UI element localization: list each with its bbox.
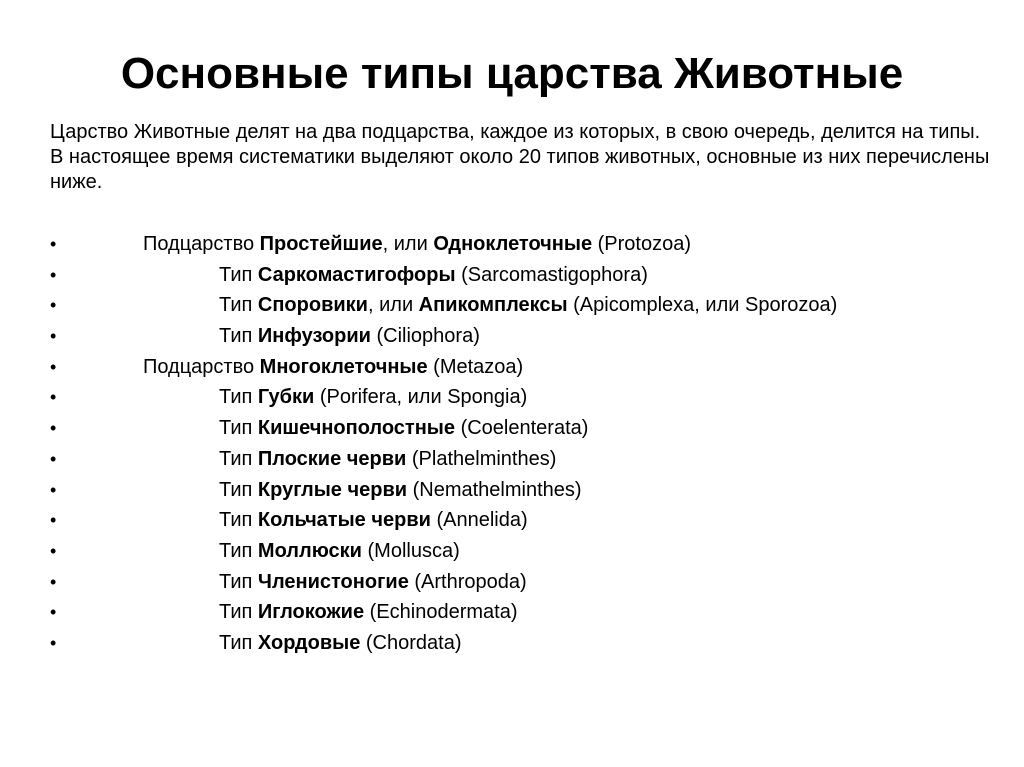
bullet-icon: • [50,540,57,561]
list-item-phylum [0,597,1024,628]
latin-name: (Echinodermata) [364,601,518,624]
list-item-phylum [0,321,1024,352]
entry-prefix: Подцарство [143,233,260,255]
taxon-name: Хордовые [257,631,361,654]
taxon-name: Губки [257,386,315,409]
latin-name: (Apicomplexa, или Sporozoa) [567,294,838,317]
bullet-icon: • [50,387,57,408]
latin-name: (Plathelminthes) [406,447,557,470]
list-entry [219,321,480,351]
latin-name: (Annelida) [430,509,528,532]
bullet-icon: • [50,632,57,653]
list-entry [219,597,517,627]
list-entry [219,567,527,597]
list-item-subkingdom [0,352,1024,383]
taxon-name: Споровики [257,294,368,317]
list-item-phylum [0,536,1024,567]
bullet-icon: • [50,264,57,285]
taxon-alt-name: Апикомплексы [418,294,568,317]
taxon-name: Кольчатые черви [257,509,431,532]
slide-title: Основные типы царства Животные [120,49,904,99]
entry-prefix: Тип [219,417,258,440]
list-item-subkingdom [0,229,1024,260]
list-entry [143,229,691,259]
taxon-name: Моллюски [257,539,362,562]
bullet-icon: • [50,295,57,316]
list-entry [219,413,588,443]
taxon-name: Круглые черви [257,478,408,501]
taxon-name: Иглокожие [257,601,365,624]
latin-name: (Sarcomastigophora) [455,263,648,286]
entry-connector: , или [367,294,419,317]
bullet-icon: • [50,479,57,500]
list-item-phylum [0,413,1024,444]
list-item-phylum [0,290,1024,321]
latin-name: (Protozoa) [592,233,692,255]
entry-prefix: Тип [219,294,258,317]
list-item-phylum [0,628,1024,659]
entry-prefix: Подцарство [143,355,260,378]
bullet-icon: • [50,602,57,623]
bullet-icon: • [50,448,57,469]
list-item-phylum [0,260,1024,291]
intro-paragraph: Царство Животные делят на два подцарства, каждое из которых, в свою очередь, делится на типы. В настоящее время систематики выделяют около 20 типов животных, основные из них перечислены ниже. [50,121,990,193]
taxon-name: Кишечнополостные [257,417,456,440]
list-item-phylum [0,475,1024,506]
latin-name: (Mollusca) [361,539,460,562]
list-entry [219,628,461,658]
list-entry [219,290,837,320]
bullet-icon: • [50,510,57,531]
list-entry [219,536,460,566]
bullet-icon: • [50,234,57,254]
entry-prefix: Тип [219,539,258,562]
taxon-name: Плоские черви [257,447,407,470]
taxonomy-list [0,229,1024,659]
latin-name: (Metazoa) [427,355,524,378]
entry-prefix: Тип [219,631,258,654]
list-item-phylum [0,505,1024,536]
bullet-icon: • [50,418,57,439]
latin-name: (Chordata) [360,631,462,654]
list-entry [143,352,523,382]
taxon-name: Многоклеточные [259,355,428,378]
bullet-icon: • [50,326,57,347]
list-item-phylum [0,567,1024,598]
entry-prefix: Тип [219,509,258,532]
entry-prefix: Тип [219,570,258,593]
latin-name: (Nemathelminthes) [407,478,582,501]
entry-connector: , или [382,233,434,255]
bullet-icon: • [50,571,57,592]
taxon-name: Инфузории [257,325,371,348]
bullet-icon: • [50,356,57,377]
taxon-name: Саркомастигофоры [257,263,456,286]
latin-name: (Coelenterata) [455,417,589,440]
list-entry [219,260,648,290]
taxon-name: Членистоногие [257,570,409,593]
latin-name: (Porifera, или Spongia) [314,386,528,409]
list-item-phylum [0,382,1024,413]
latin-name: (Ciliophora) [370,325,480,348]
list-item-phylum [0,444,1024,475]
entry-prefix: Тип [219,601,258,624]
list-entry [219,505,528,535]
taxon-name: Простейшие [259,233,383,255]
entry-prefix: Тип [219,263,258,286]
latin-name: (Arthropoda) [408,570,527,593]
taxon-alt-name: Одноклеточные [433,233,593,255]
entry-prefix: Тип [219,386,258,409]
list-entry [219,475,582,505]
entry-prefix: Тип [219,447,258,470]
list-entry [219,382,527,412]
entry-prefix: Тип [219,478,258,501]
entry-prefix: Тип [219,325,258,348]
list-entry [219,444,556,474]
